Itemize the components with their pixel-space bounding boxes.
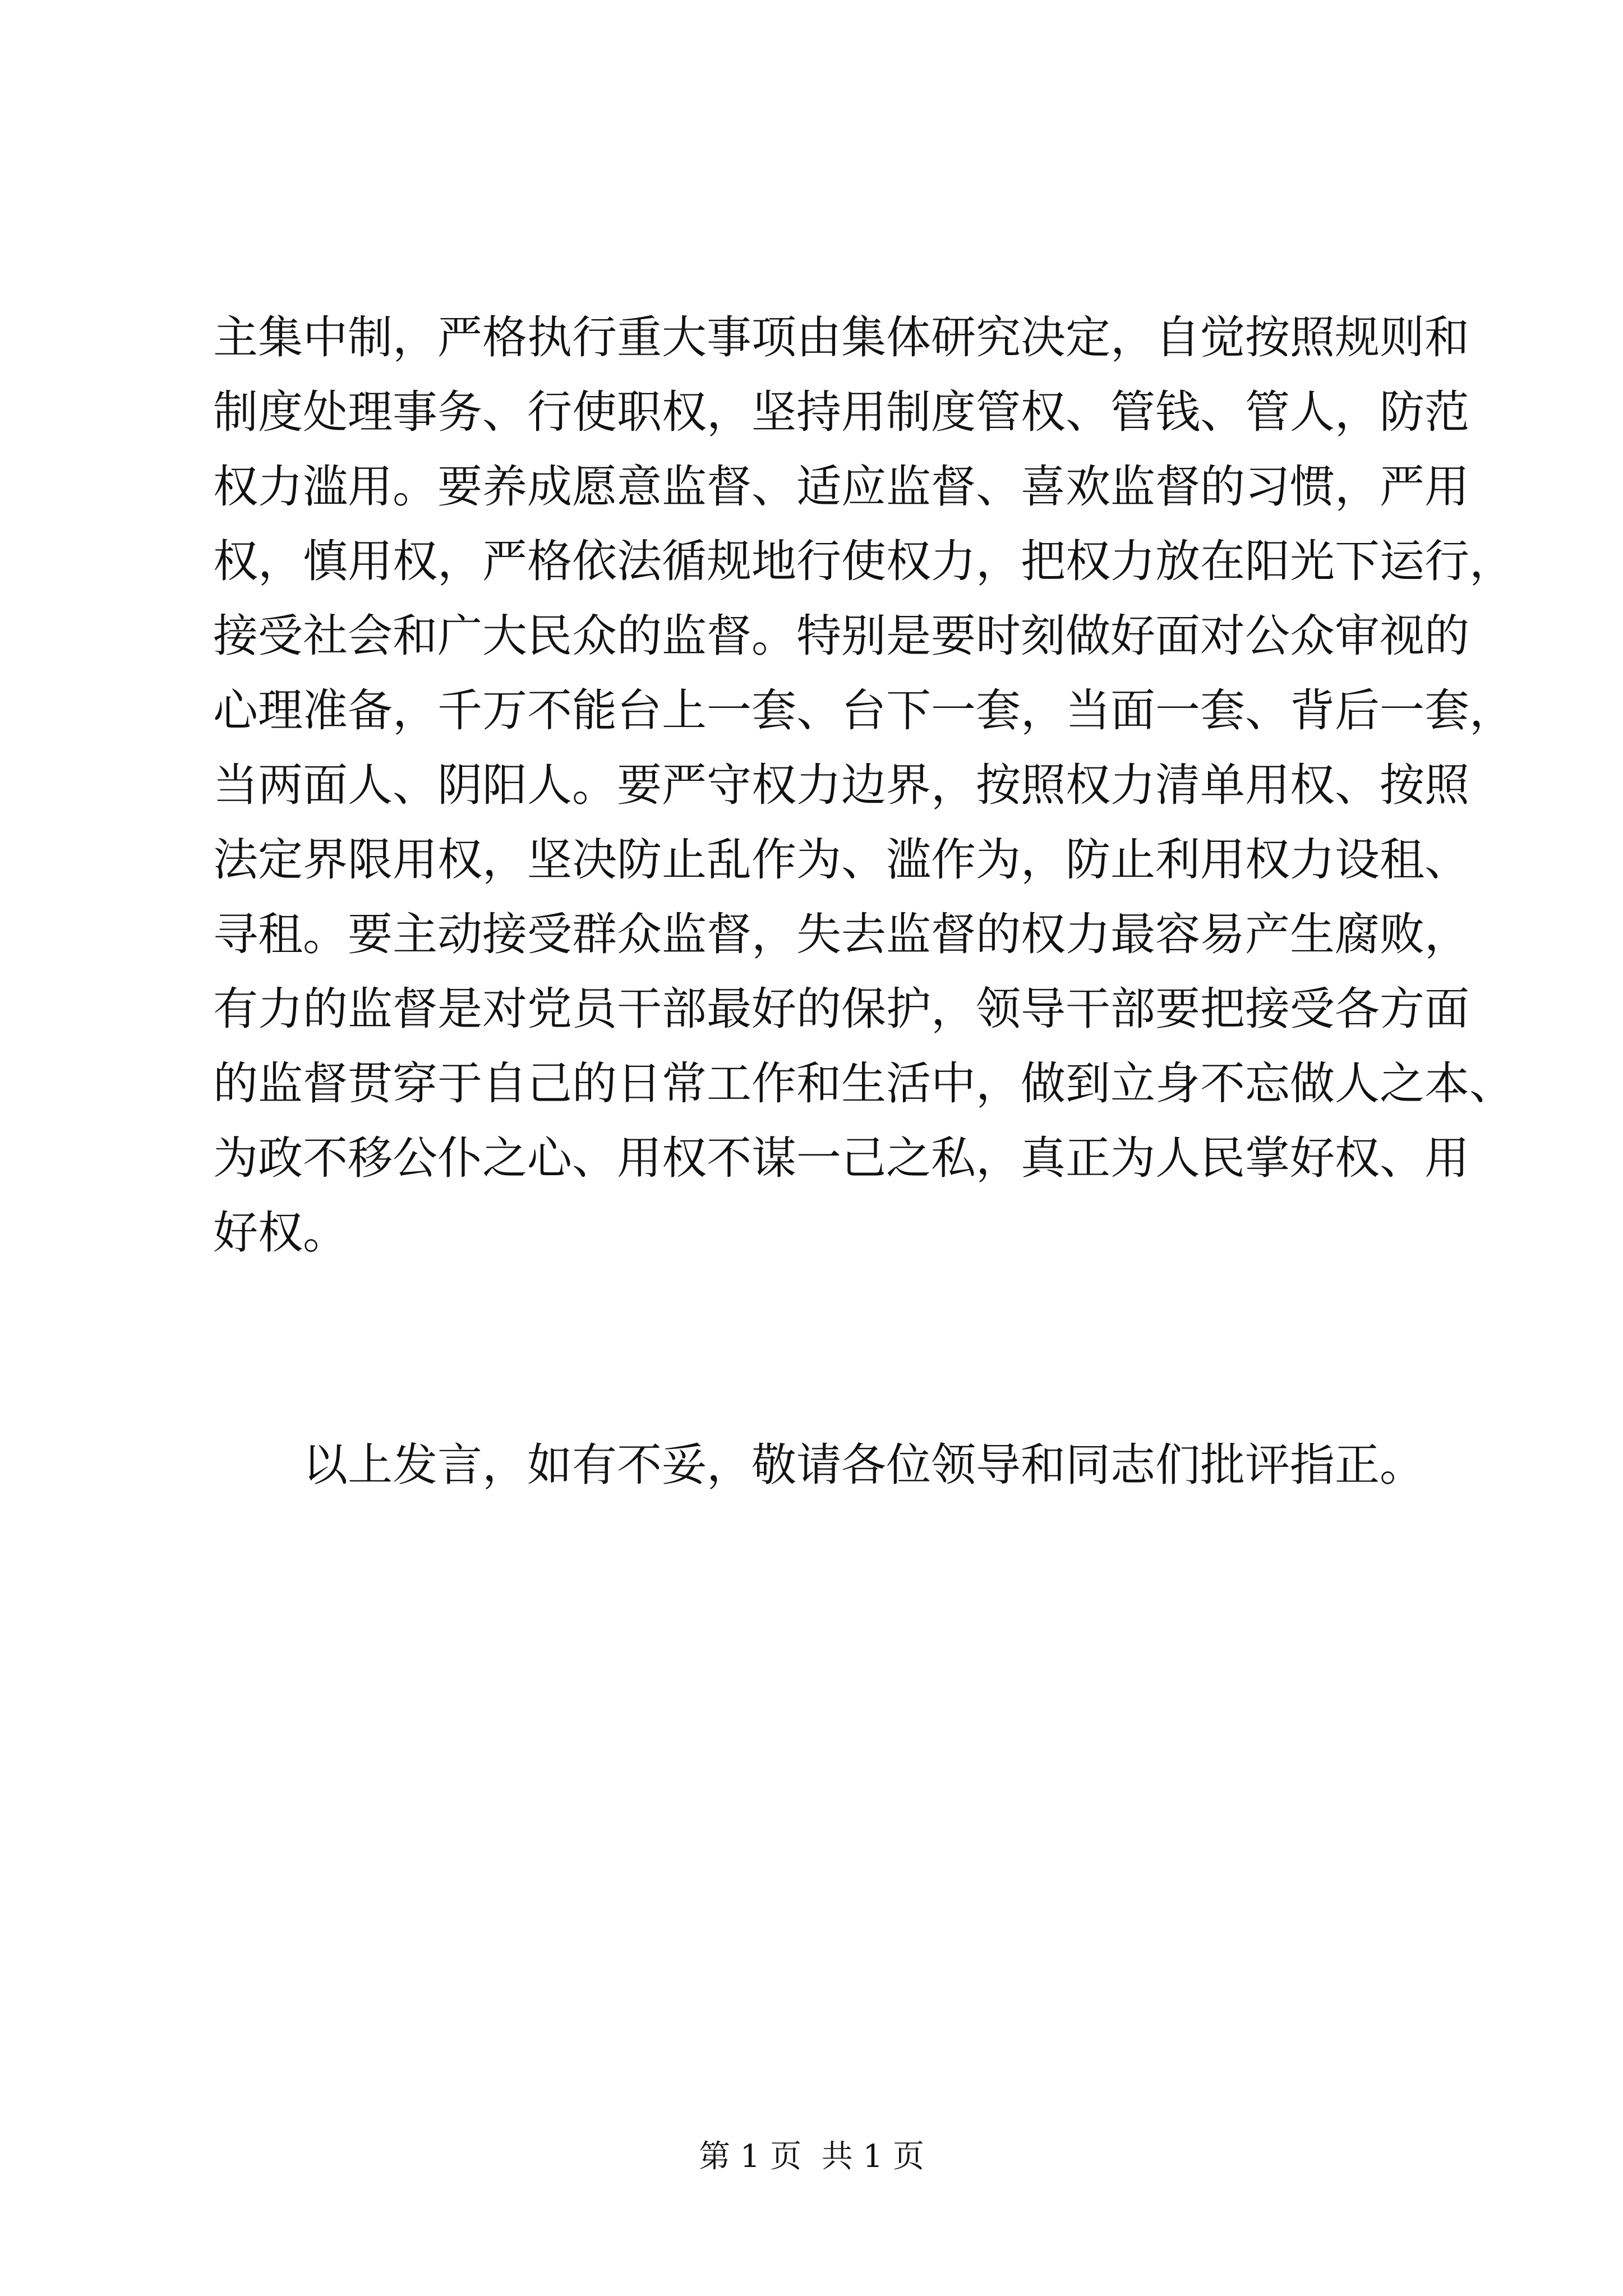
- paragraph-line: 有力的监督是对党员干部最好的保护，领导干部要把接受各方面: [213, 983, 1469, 1035]
- paragraph-line: 为政不移公仆之心、用权不谋一己之私，真正为人民掌好权、用: [213, 1132, 1469, 1184]
- body-paragraph: [213, 300, 1514, 1270]
- paragraph-line: 权力滥用。要养成愿意监督、适应监督、喜欢监督的习惯，严用: [213, 461, 1469, 513]
- paragraph-line: 好权。: [213, 1207, 348, 1259]
- paragraph-line: 法定界限用权，坚决防止乱作为、滥作为，防止利用权力设租、: [213, 834, 1469, 886]
- paragraph-line: 寻租。要主动接受群众监督，失去监督的权力最容易产生腐败，: [213, 908, 1469, 960]
- paragraph-line: 接受社会和广大民众的监督。特别是要时刻做好面对公众审视的: [213, 610, 1469, 662]
- paragraph-line: 心理准备，千万不能台上一套、台下一套，当面一套、背后一套，: [213, 684, 1514, 737]
- paragraph-line: 主集中制，严格执行重大事项由集体研究决定，自觉按照规则和: [213, 311, 1469, 364]
- page-footer: 第 1 页 共 1 页: [698, 2138, 925, 2175]
- closing-paragraph: 以上发言，如有不妥，敬请各位领导和同志们批评指正。: [303, 1439, 1424, 1491]
- paragraph-line: 权，慎用权，严格依法循规地行使权力，把权力放在阳光下运行，: [213, 535, 1514, 587]
- paragraph-line: 当两面人、阴阳人。要严守权力边界，按照权力清单用权、按照: [213, 759, 1469, 811]
- paragraph-line: 的监督贯穿于自己的日常工作和生活中，做到立身不忘做人之本、: [213, 1057, 1514, 1110]
- paragraph-line: 制度处理事务、行使职权，坚持用制度管权、管钱、管人，防范: [213, 386, 1469, 438]
